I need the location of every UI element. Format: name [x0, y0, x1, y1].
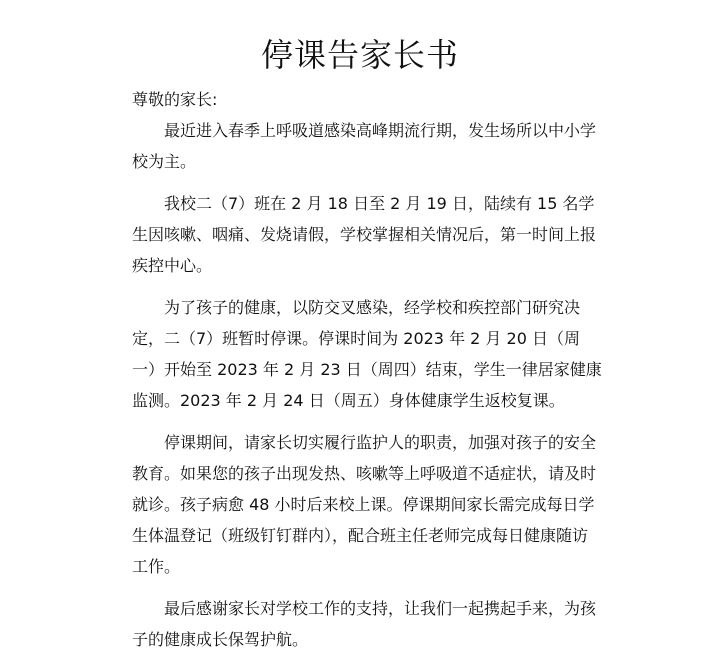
notice-body	[132, 84, 602, 666]
paragraph-class-cases: 我校二（7）班在 2 月 18 日至 2 月 19 日，陆续有 15 名学生因咳嗽、咽痛、发烧请假，学校掌握相关情况后，第一时间上报疾控中心。	[132, 194, 597, 275]
notice-title: 停课告家长书	[260, 36, 459, 74]
paragraph-outbreak-context: 最近进入春季上呼吸道感染高峰期流行期，发生场所以中小学校为主。	[132, 121, 597, 171]
greeting: 尊敬的家长:	[132, 90, 218, 109]
paragraph-closing-thanks: 最后感谢家长对学校工作的支持，让我们一起携起手来，为孩子的健康成长保驾护航。	[132, 599, 597, 649]
paragraph-suspension-dates: 为了孩子的健康，以防交叉感染，经学校和疾控部门研究决定，二（7）班暂时停课。停课时间为 2023 年 2 月 20 日（周一）开始至 2023 年 2 月 23 日（周四）结束，学生一律居家健康监测。2023 年 2 月 24 日（周五）身体健康学生返校复课。	[132, 298, 602, 410]
paragraph-parent-duties: 停课期间，请家长切实履行监护人的职责，加强对孩子的安全教育。如果您的孩子出现发热、咳嗽等上呼吸道不适症状，请及时就诊。孩子病愈 48 小时后来校上课。停课期间家长需完成每日学生体温登记（班级钉钉群内），配合班主任老师完成每日健康随访工作。	[132, 433, 597, 576]
